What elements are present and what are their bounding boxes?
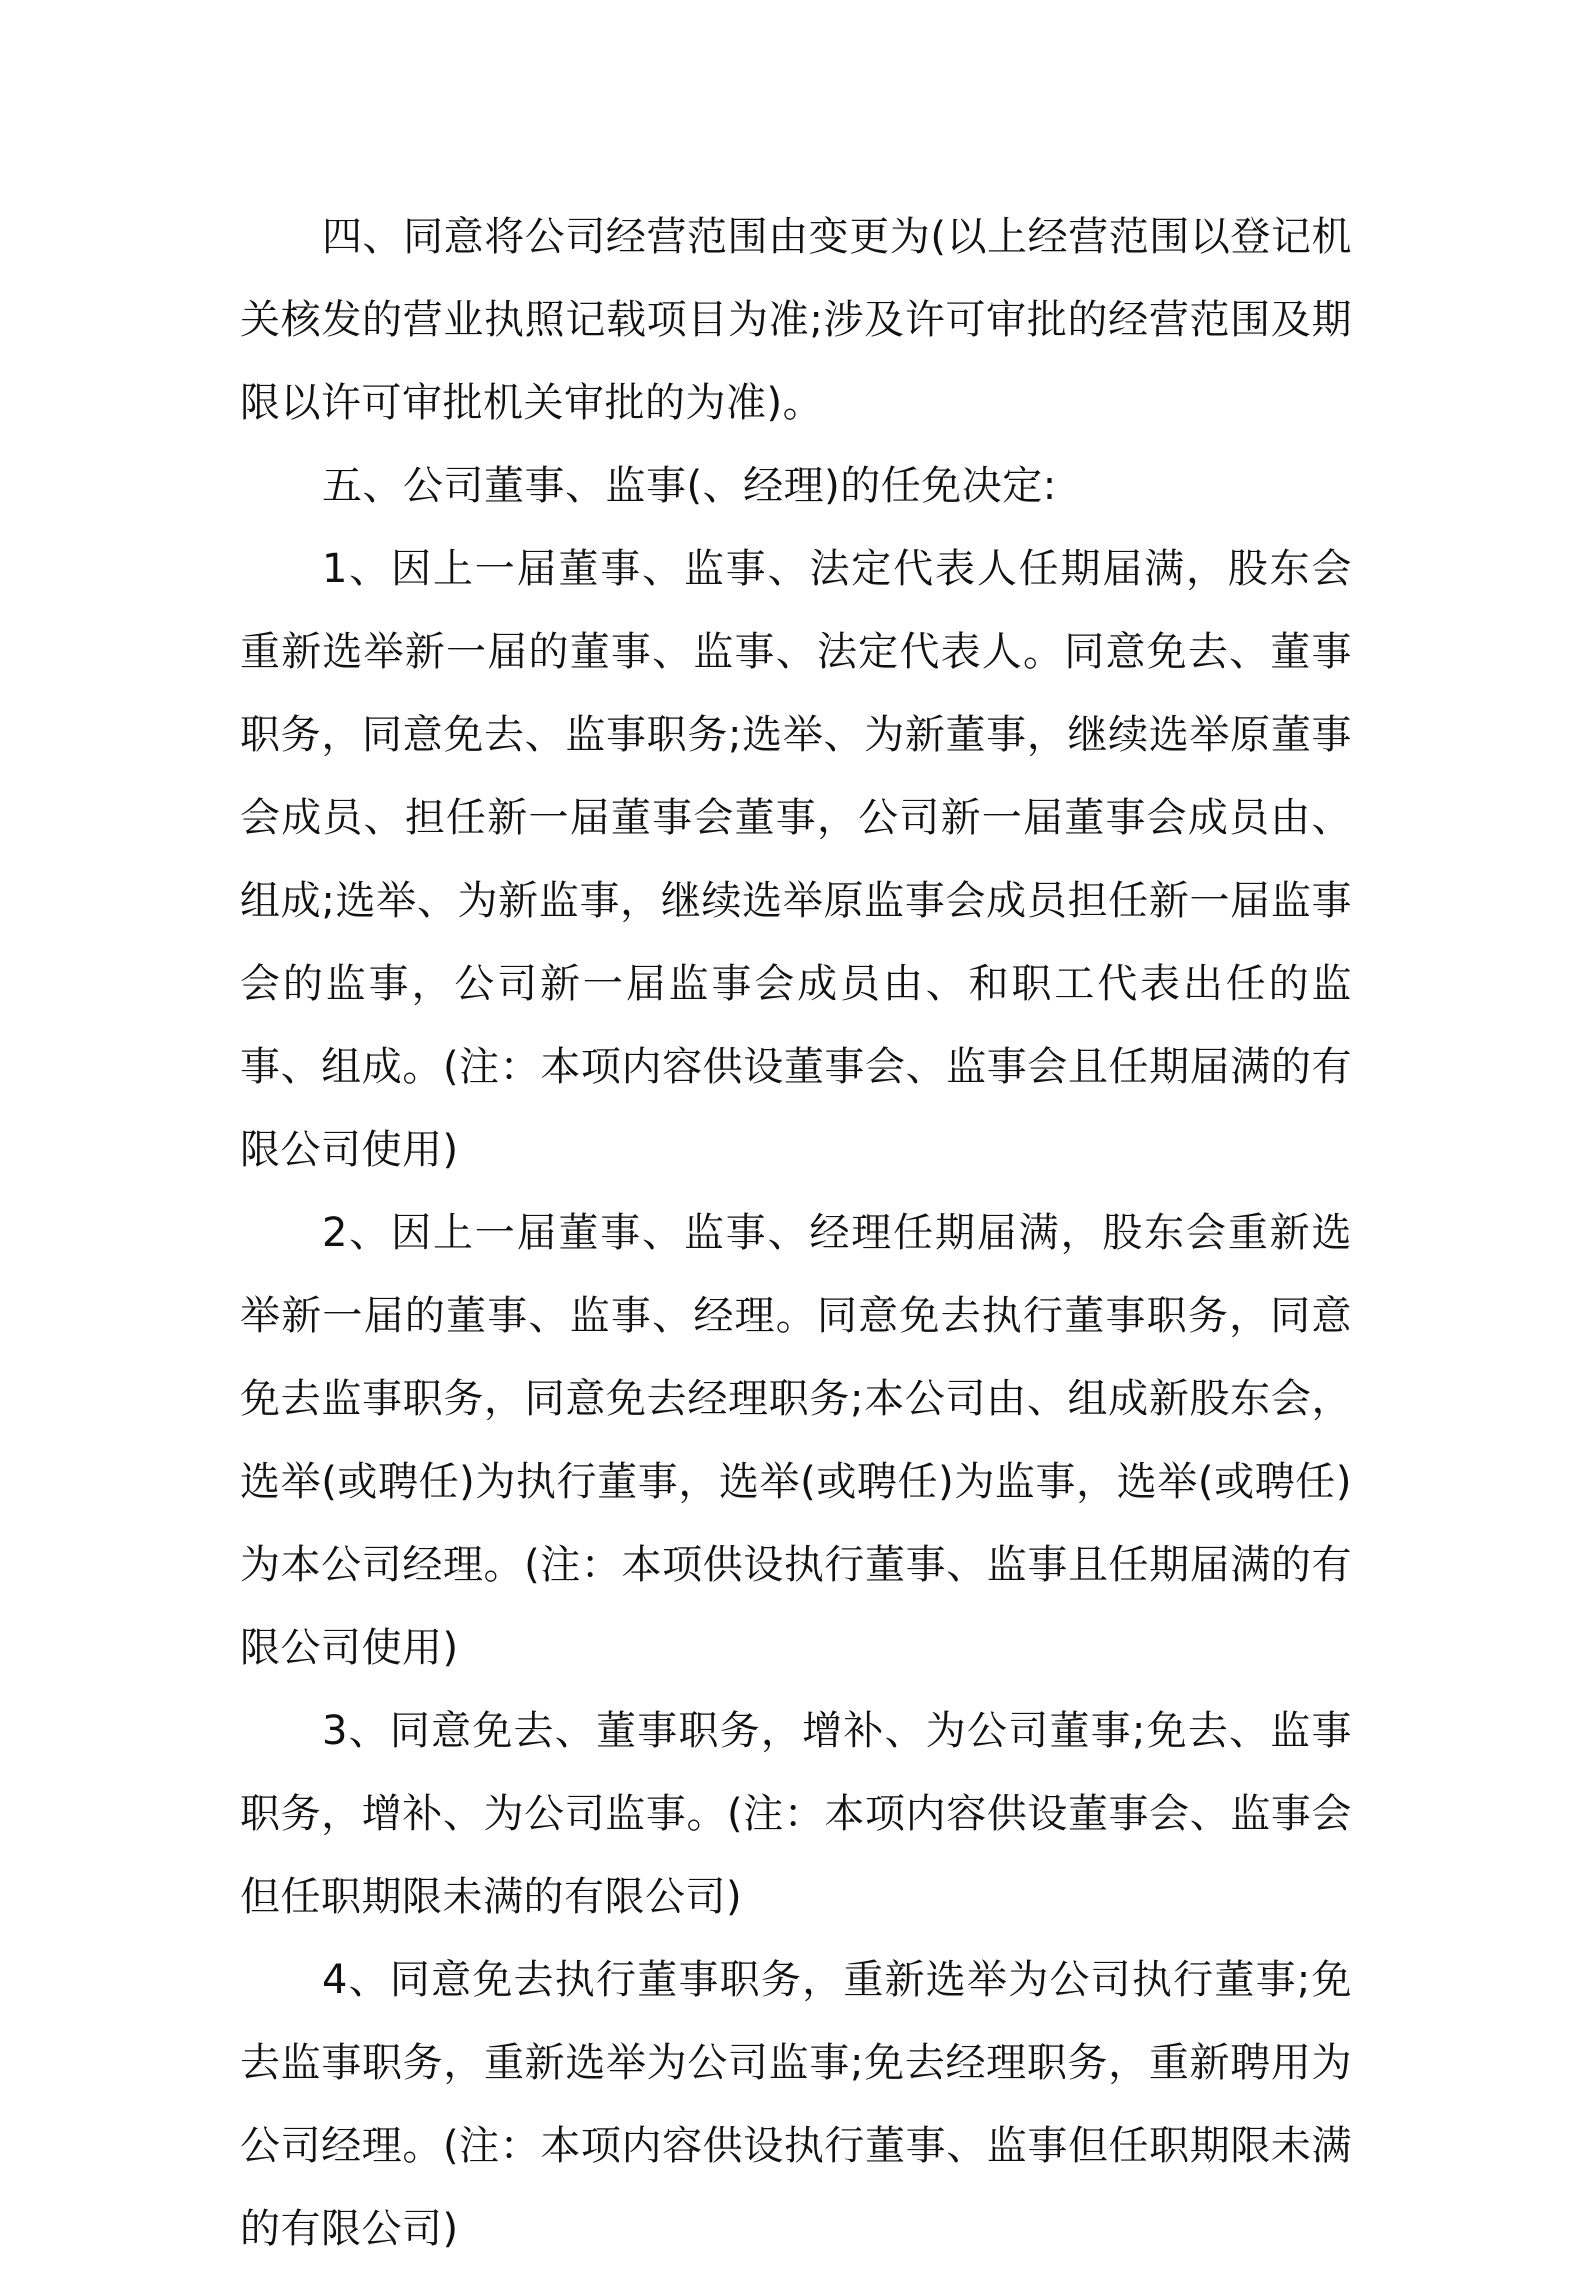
paragraph-sub-4-executive-replacement: 4、同意免去执行董事职务，重新选举为公司执行董事;免去监事职务，重新选举为公司监事;免去经理职务，重新聘用为公司经理。(注：本项内容供设执行董事、监事但任职期限未满的有限公司) xyxy=(240,1957,1352,2252)
paragraph-item-4-business-scope: 四、同意将公司经营范围由变更为(以上经营范围以登记机关核发的营业执照记载项目为准;涉及许可审批的经营范围及期限以许可审批机关审批的为准)。 xyxy=(240,214,1352,426)
paragraph-sub-3-board-replacement: 3、同意免去、董事职务，增补、为公司董事;免去、监事职务，增补、为公司监事。(注：本项内容供设董事会、监事会但任职期限未满的有限公司) xyxy=(240,1708,1352,1920)
paragraph-sub-1-board-reelection: 1、因上一届董事、监事、法定代表人任期届满，股东会重新选举新一届的董事、监事、法定代表人。同意免去、董事职务，同意免去、监事职务;选举、为新董事，继续选举原董事会成员、担任新一届董事会董事，公司新一届董事会成员由、组成;选举、为新监事，继续选举原监事会成员担任新一届监事会的监事，公司新一届监事会成员由、和职工代表出任的监事、组成。(注：本项内容供设董事会、监事会且任期届满的有限公司使用) xyxy=(240,546,1352,1173)
paragraph-sub-2-executive-reelection: 2、因上一届董事、监事、经理任期届满，股东会重新选举新一届的董事、监事、经理。同意免去执行董事职务，同意免去监事职务，同意免去经理职务;本公司由、组成新股东会，选举(或聘任)为执行董事，选举(或聘任)为监事，选举(或聘任)为本公司经理。(注：本项供设执行董事、监事且任期届满的有限公司使用) xyxy=(240,1210,1352,1671)
paragraph-item-5-appointment-heading: 五、公司董事、监事(、经理)的任免决定: xyxy=(322,463,1057,509)
document-body xyxy=(240,196,1352,2271)
